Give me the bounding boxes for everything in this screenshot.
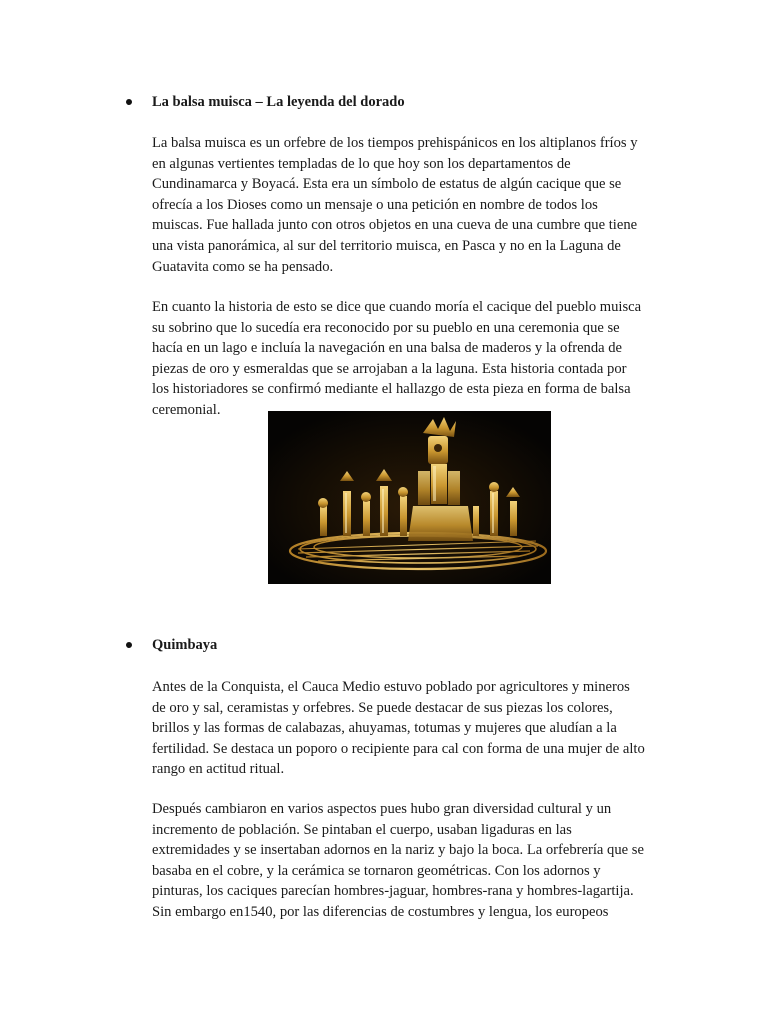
paragraph-balsa-history: En cuanto la historia de esto se dice que cuando moría el cacique del pueblo muisca su sobrino que lo sucedía era reconocido por su pueblo en una ceremonia que se hacía en un lago e incluía la navegación en una balsa de maderos y la ofrenda de piezas de oro y esmeraldas que se arrojaban a la laguna. Esta historia contada por los historiadores se confirmó mediante el hallazgo de esta pieza en forma de balsa ceremonial. xyxy=(152,299,642,418)
heading-text: Quimbaya xyxy=(152,637,218,653)
section-heading-balsa-muisca xyxy=(126,92,405,112)
golden-raft-illustration xyxy=(268,411,551,584)
heading-text: La balsa muisca – La leyenda del dorado xyxy=(152,94,405,110)
paragraph-quimbaya-changes: Después cambiaron en varios aspectos pues hubo gran diversidad cultural y un incremento de población. Se pintaban el cuerpo, usaban ligaduras en las extremidades y se insertaban adornos en la nariz y bajo la boca. La orfebrería que se basaba en el cobre, y la cerámica se tornaron geométricas. Con los adornos y pinturas, los caciques parecían hombres-jaguar, hombres-rana y hombres-lagartija. Sin embargo en1540, por las diferencias de costumbres y lengua, los europeos xyxy=(152,801,644,920)
paragraph-balsa-description: La balsa muisca es un orfebre de los tiempos prehispánicos en los altiplanos fríos y en algunas vertientes templadas de lo que hoy son los departamentos de Cundinamarca y Boyacá. Esta era un símbolo de estatus de algún cacique que se ofrecía a los Dioses como un mensaje o una petición en nombre de todos los muiscas. Fue hallada junto con otros objetos en una cueva de una cumbre que tiene una vista panorámica, al sur del territorio muisca, en Pasca y no en la Laguna de Guatavita como se ha pensado. xyxy=(152,135,638,275)
golden-raft-photo xyxy=(268,411,551,584)
section-heading-quimbaya xyxy=(126,635,217,655)
paragraph-quimbaya-before-conquest: Antes de la Conquista, el Cauca Medio estuvo poblado por agricultores y mineros de oro y sal, ceramistas y orfebres. Se puede destacar de sus piezas los colores, brillos y las formas de calabazas, ahuyamas, totumas y mujeres que aludían a la fertilidad. Se destaca un poporo o recipiente para cal con forma de una mujer de alto rango en actitud ritual. xyxy=(152,679,645,778)
bullet-icon xyxy=(126,99,132,105)
bullet-icon xyxy=(126,642,132,648)
